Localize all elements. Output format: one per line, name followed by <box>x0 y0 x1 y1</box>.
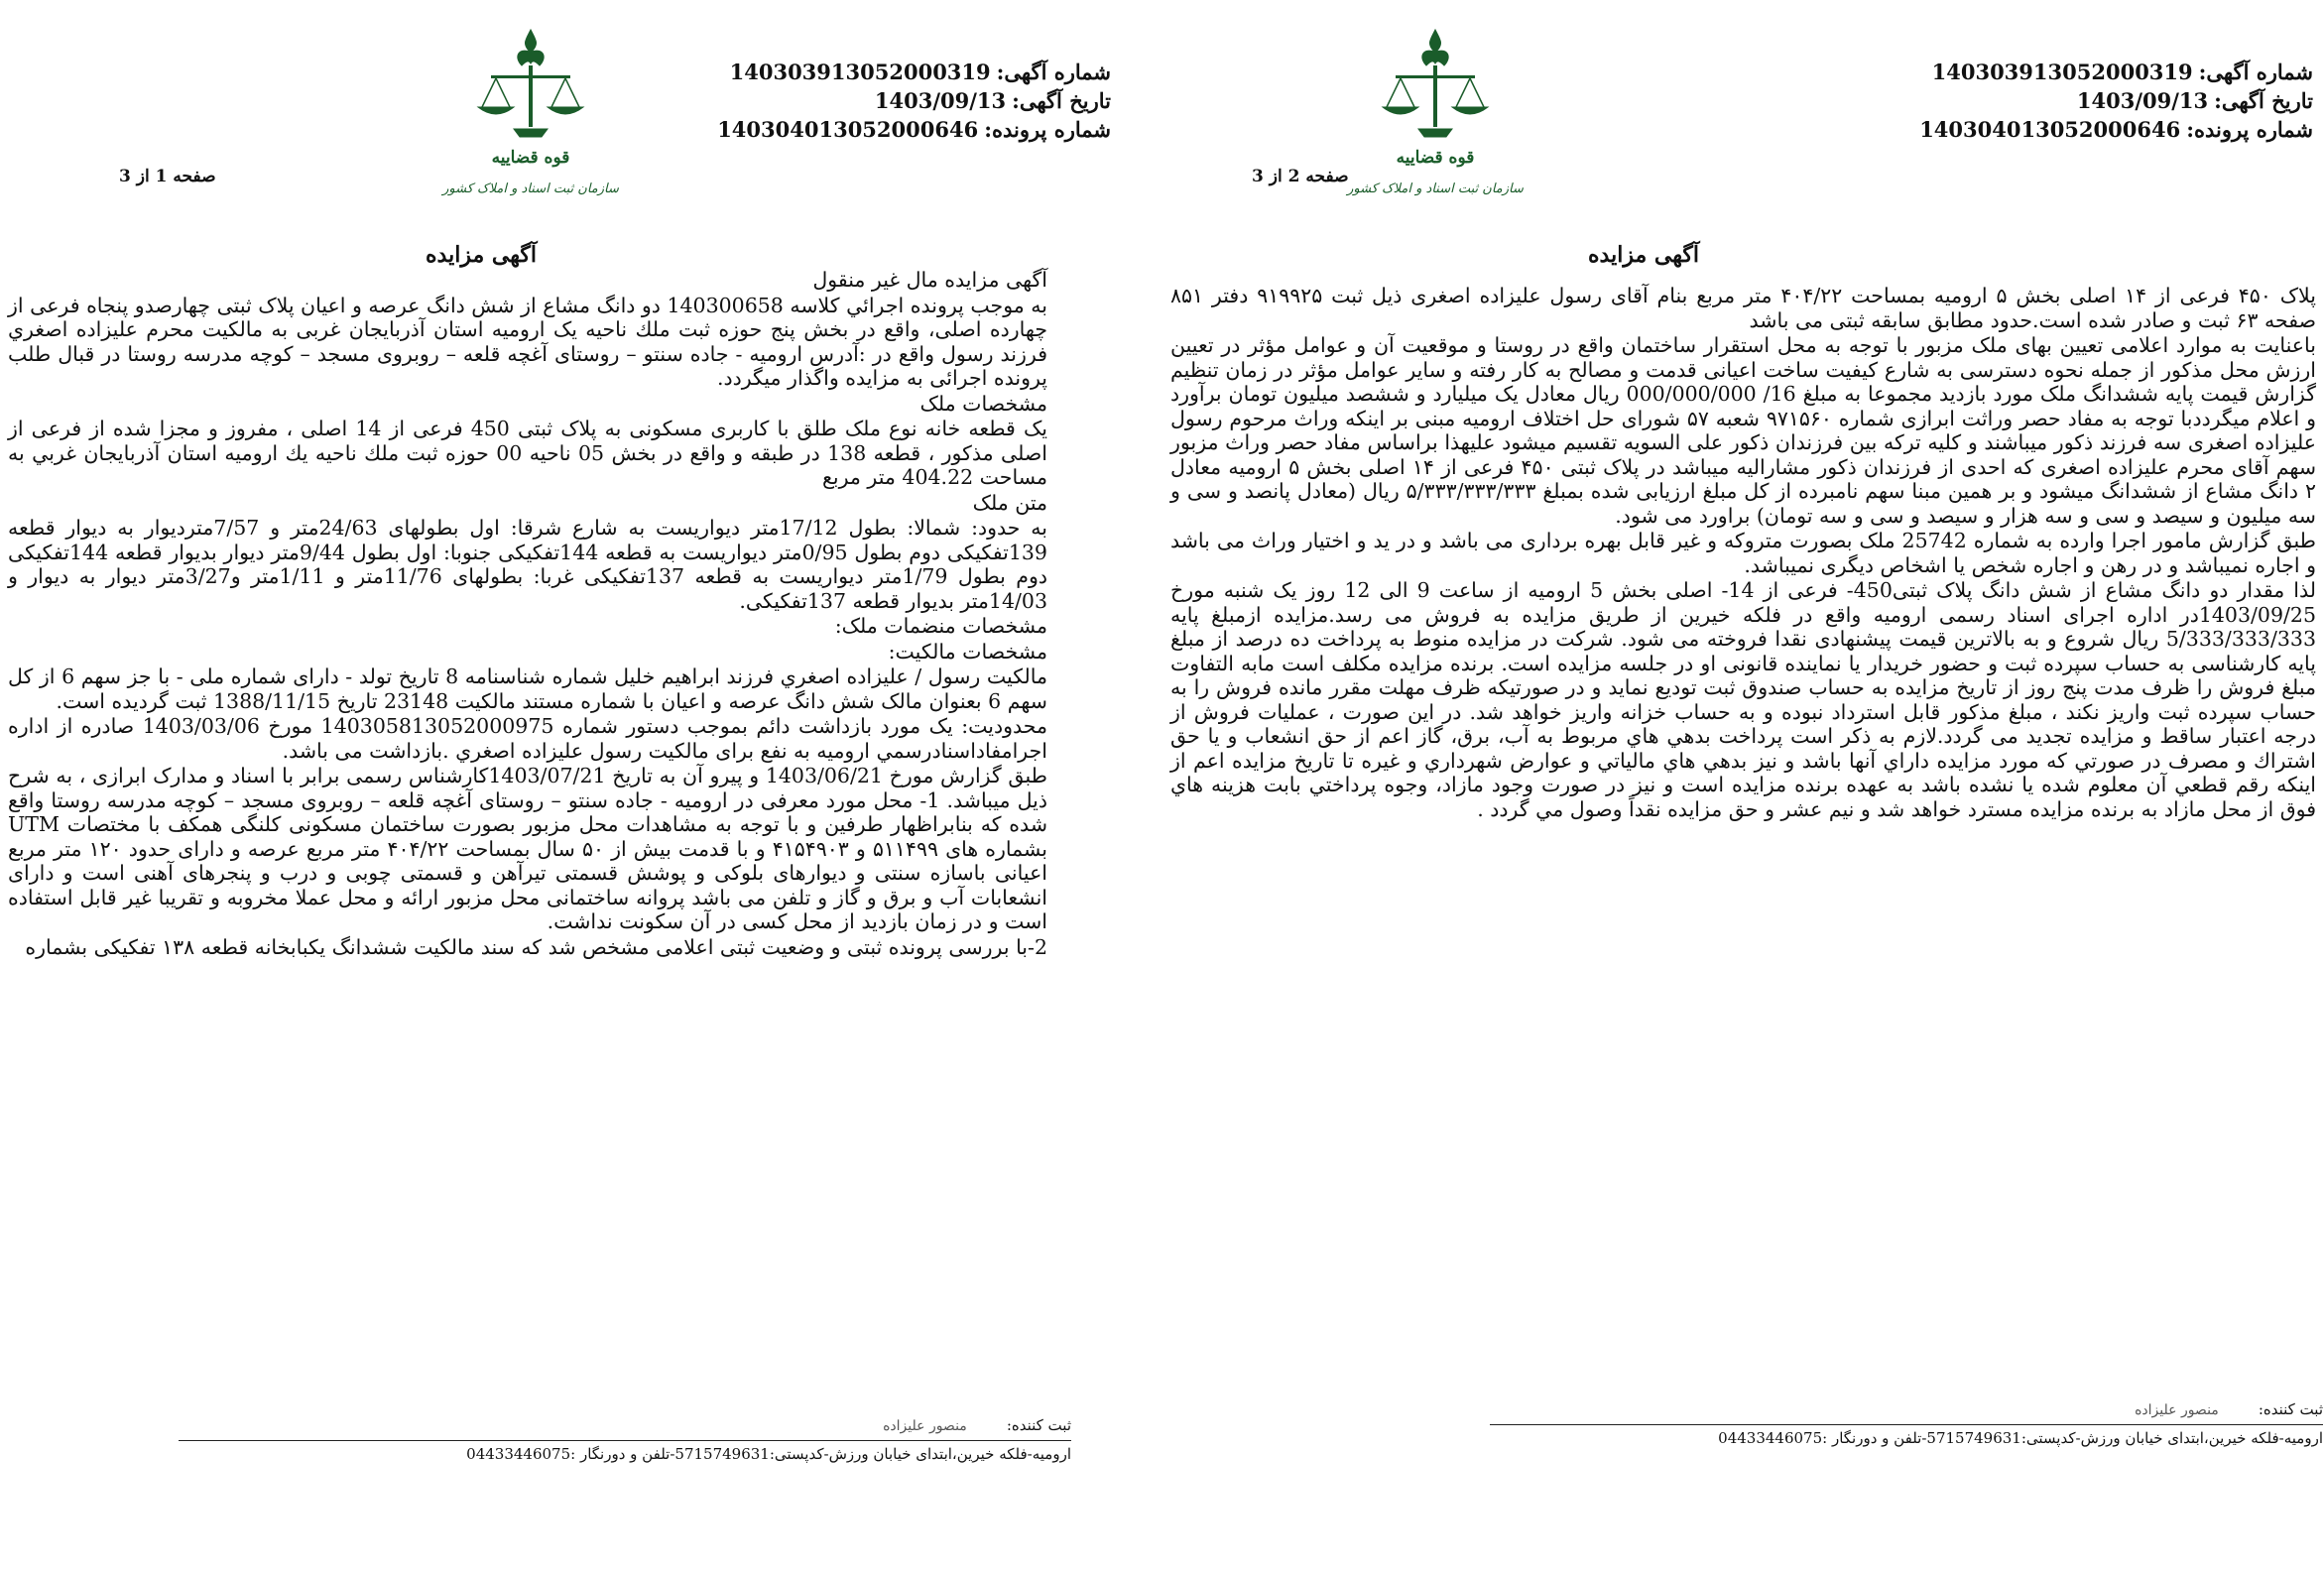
notice-number: 140303913052000319 <box>729 60 991 84</box>
paragraph: لذا مقدار دو دانگ مشاع از شش دانگ پلاک ثبتی450- فرعی از 14- اصلی بخش 5 ارومیه از ساعت 9 الی 12 روز یک شنبه مورخ 1403/09/25در اداره اجرای اسناد رسمی ارومیه واقع در فلکه خیرین از طریق مزایده به فروش می رسد.مزایده ازمبلغ پایه 5/333/333/333 ریال شروع و به بالاترین قیمت پیشنهادی نقدا فروخته می شود. شرکت در مزایده منوط به پرداخت ده درصد از مبلغ پایه کارشناسی به حساب سپرده ثبت و حضور خریدار یا نماینده قانونی او در جلسه مزایده است. برنده مزایده مکلف است مابه التفاوت مبلغ فروش را ظرف مدت پنج روز از تاریخ مزایده به حساب صندوق ثبت تودیع نماید و در صورتیکه ظرف مهلت مقرر مانده فروش را به حساب سپرده ثبت واریز نکند ، مبلغ مذکور قابل استرداد نبوده و به حساب خزانه واریز خواهد شد. در این صورت ، عملیات فروش از درجه اعتبار ساقط و مزایده تجدید می گردد.لازم به ذکر است پرداخت بدهي هاي مربوط به آب، برق، گاز اعم از حق انشعاب و یا حق اشتراك و مصرف در صورتي كه مورد مزايده داراي آنها باشد و نيز بدهي هاي مالياتي و عوارض شهرداري و غيره تا تاريخ مزايده اعم از اينكه رقم قطعي آن معلوم شده يا نشده باشد به عهده برنده مزايده است و نيز در صورت وجود مازاد، وجوه پرداختي بابت هزينه هاي فوق از محل مازاد به برنده مزايده مسترد خواهد شد و نيم عشر و حق مزايده نقداً وصول مي گردد . <box>1170 578 2316 821</box>
judiciary-emblem-icon <box>1341 22 1529 210</box>
registrar-label: ثبت کننده: <box>1006 1416 1071 1434</box>
paragraph: به موجب پرونده اجرائي كلاسه 140300658 دو دانگ مشاع از شش دانگ عرصه و اعیان پلاک ثبتی چهارصدو پنجاه فرعی از چهارده اصلی، واقع در بخش پنج حوزه ثبت ملك ناحیه یک ارومیه استان آذربایجان غربی به مالکیت محرم علیزاده اصغري فرزند رسول واقع در :آدرس ارومیه - جاده سنتو – روستای آغچه قلعه – روبروی مسجد – کوچه مدرسه روستا در قبال طلب پرونده اجرائی به مزایده واگذار میگردد. <box>8 293 1047 390</box>
paragraph: مشخصات مالکیت: <box>888 639 1047 664</box>
notice-number-label: شماره آگهی: <box>996 60 1111 84</box>
notice-page-2 <box>1162 0 2324 1571</box>
org-name: سازمان ثبت اسناد و املاک کشور <box>1347 181 1524 196</box>
notice-header-info <box>694 58 1111 144</box>
footer-divider <box>179 1440 1071 1441</box>
paragraph: آگهی مزایده مال غیر منقول <box>812 268 1047 292</box>
footer-divider <box>1490 1424 2323 1425</box>
page-number: صفحه 1 از 3 <box>119 167 216 186</box>
office-address: ارومیه-فلکه خیرین،ابتدای خیابان ورزش-کدپستی:5715749631-تلفن و دورنگار :04433446075 <box>1718 1429 2323 1447</box>
paragraph: طبق گزارش مامور اجرا وارده به شماره 25742 ملک بصورت متروکه و غیر قابل بهره برداری می باشد و در ید و اختیار وراث می باشد و اجاره نمیباشد و در رهن و اجاره شخص یا اشخاص دیگری نمیباشد. <box>1170 529 2316 577</box>
paragraph: متن ملک <box>972 490 1047 515</box>
case-number: 140304013052000646 <box>1919 117 2181 142</box>
paragraph: یک قطعه خانه نوع ملک طلق با کاربری مسکونی به پلاک ثبتی 450 فرعی از 14 اصلی ، مفروز و مجزا شده از فرعی از اصلی مذکور ، قطعه 138 در طبقه و واقع در بخش 05 ناحیه 00 حوزه ثبت ملك ناحیه یك ارومیه استان آذربایجان غربي به مساحت 404.22 متر مربع <box>8 417 1048 489</box>
judiciary-emblem-icon <box>436 22 625 210</box>
page-title: آگهی مزایده <box>426 242 537 268</box>
case-number-label: شماره پرونده: <box>2186 117 2313 142</box>
paragraph: طبق گزارش مورخ 1403/06/21 و پیرو آن به تاریخ 1403/07/21کارشناس رسمی برابر با اسناد و مدارک ابرازی ، به شرح ذیل میباشد. 1- محل مورد معرفی در ارومیه - جاده سنتو – روستای آغچه قلعه – روبروی مسجد – کوچه مدرسه روستا واقع شده که بنابراظهار طرفین و با توجه به مشاهدات محل مزبور بصورت ساختمان مسکونی کلنگی همکف با مختصات UTM بشماره های ۵۱۱۴۹۹ و ۴۱۵۴۹۰۳ و با قدمت بیش از ۵۰ سال بمساحت ۴۰۴/۲۲ متر مربع عرصه و دارای حدود ۱۲۰ متر مربع اعیانی باسازه سنتی و دیوارهای بلوکی و پوشش قسمتی تیرآهن و قسمتی چوبی و درب و پنجرهای آهنی است و دارای انشعابات آب و برق و گاز و تلفن می باشد پروانه ساختمانی محل مزبور ارائه و محل عملا مخروبه و تقریبا غیر قابل استفاده است و در زمان بازدید از محل کسی در آن سکونت نداشت. <box>8 764 1048 933</box>
paragraph: محدودیت: یک مورد بازداشت دائم بموجب دستور شماره 140305813052000975 مورخ 1403/03/06 صادره از اداره اجرامفاداسنادرسمي اروميه به نفع برای مالکیت رسول علیزاده اصغري .بازداشت می باشد. <box>8 714 1047 763</box>
emblem-text: قوه قضاییه <box>491 148 570 168</box>
notice-date: 1403/09/13 <box>2076 88 2209 113</box>
notice-number: 140303913052000319 <box>1931 60 2193 84</box>
notice-number-label: شماره آگهی: <box>2198 60 2313 84</box>
paragraph: باعنایت به موارد اعلامی تعیین بهای ملک مزبور با توجه به محل استقرار ساختمان واقع در روستا و موقعیت آن و عوامل مؤثر در تعیین ارزش محل مذکور از جمله نحوه دسترسی به شارع کیفیت ساخت اعیانی قدمت و مصالح به کار رفته و سایر عوامل مؤثر در زمان تنظیم گزارش قیمت پایه ششدانگ ملک مورد بازدید مجموعا به مبلغ 16/ 000/000/000 ریال معادل یک میلیارد و ششصد میلیون تومان برآورد و اعلام میگرددبا توجه به مفاد حصر وراثت ابرازی شماره ۹۷۱۵۶۰ شعبه ۵۷ شورای حل اختلاف ارومیه مبنی بر اینکه وراث مرحوم رسول علیزاده اصغری سه فرزند ذکور میباشند و کلیه ترکه بین فرزندان ذکور علی السویه تقسیم میشود علیهذا براساس مفاد حصر وراث مزبور سهم آقای محرم علیزاده اصغری که احدی از فرزندان ذکور مشارالیه میباشد در پلاک ثبتی ۴۵۰ فرعی از ۱۴ اصلی بخش ۵ ارومیه معادل ۲ دانگ مشاع از ششدانگ میشود و بر همین مبنا سهم نامبرده از کل مبلغ ارزیابی شده بمبلغ ۵/۳۳۳/۳۳۳/۳۳۳ ریال (معادل پانصد و سی و سه میلیون و سیصد و سی و سه هزار و سیصد و سی و سه تومان) براورد می شود. <box>1170 333 2317 528</box>
paragraph: مشخصات ملک <box>919 391 1047 416</box>
page-footer <box>179 1416 1071 1463</box>
page-title: آگهی مزایده <box>1588 242 1699 268</box>
case-number-label: شماره پرونده: <box>984 117 1111 142</box>
notice-body <box>1170 284 2316 822</box>
registrar-label: ثبت کننده: <box>2258 1400 2323 1418</box>
emblem-text: قوه قضاییه <box>1396 148 1475 168</box>
paragraph: مالکیت رسول / علیزاده اصغري فرزند ابراهیم خلیل شماره شناسنامه 8 تاریخ تولد - دارای شماره ملی - با جز سهم 6 از کل سهم 6 بعنوان مالک شش دانگ عرصه و اعیان با شماره مستند مالکیت 23148 تاریخ 1388/11/15 ثبت گردیده است. <box>8 665 1047 713</box>
case-number: 140304013052000646 <box>717 117 979 142</box>
office-address: ارومیه-فلکه خیرین،ابتدای خیابان ورزش-کدپستی:5715749631-تلفن و دورنگار :04433446075 <box>466 1445 1071 1463</box>
registrar-name: منصور علیزاده <box>883 1418 967 1434</box>
notice-date-label: تاریخ آگهی: <box>2214 88 2313 113</box>
page-number: صفحه 2 از 3 <box>1252 167 1349 186</box>
paragraph: به حدود: شمالا: بطول 17/12متر دیواریست به شارع شرقا: اول بطولهای 24/63متر و 7/57متردیوار به دیوار قطعه 139تفکیکی دوم بطول 0/95متر دیواریست به قطعه 144تفکیکی جنوبا: اول بطول 9/44متر دیوار بدیوار قطعه 144تفکیکی دوم بطول 1/79متر دیواریست به قطعه 137تفکیکی غربا: بطولهای 11/76متر و 1/11متر و3/27متر دیوار به دیوار و 14/03متر بدیوار قطعه 137تفکیکی. <box>8 516 1047 613</box>
org-name: سازمان ثبت اسناد و املاک کشور <box>442 181 619 196</box>
notice-date: 1403/09/13 <box>874 88 1007 113</box>
paragraph: مشخصات منضمات ملک: <box>834 614 1047 638</box>
registrar-name: منصور علیزاده <box>2135 1402 2219 1418</box>
emblem-graphic <box>1341 22 1529 210</box>
page-footer <box>1490 1400 2323 1447</box>
paragraph: 2-با بررسی پرونده ثبتی و وضعیت ثبتی اعلامی مشخص شد که سند مالکیت ششدانگ یکبابخانه قطعه ۱۳۸ تفکیکی بشماره <box>25 934 1047 959</box>
notice-date-label: تاریخ آگهی: <box>1012 88 1111 113</box>
paragraph: پلاک ۴۵۰ فرعی از ۱۴ اصلی بخش ۵ ارومیه بمساحت ۴۰۴/۲۲ متر مربع بنام آقای رسول علیزاده اصغری ذیل ثبت ۹۱۹۹۲۵ دفتر ۸۵۱ صفحه ۶۳ ثبت و صادر شده است.حدود مطابق سابقه ثبتی می باشد <box>1170 284 2316 332</box>
notice-body <box>8 268 1047 960</box>
notice-header-info <box>1896 58 2313 144</box>
emblem-graphic <box>436 22 625 210</box>
